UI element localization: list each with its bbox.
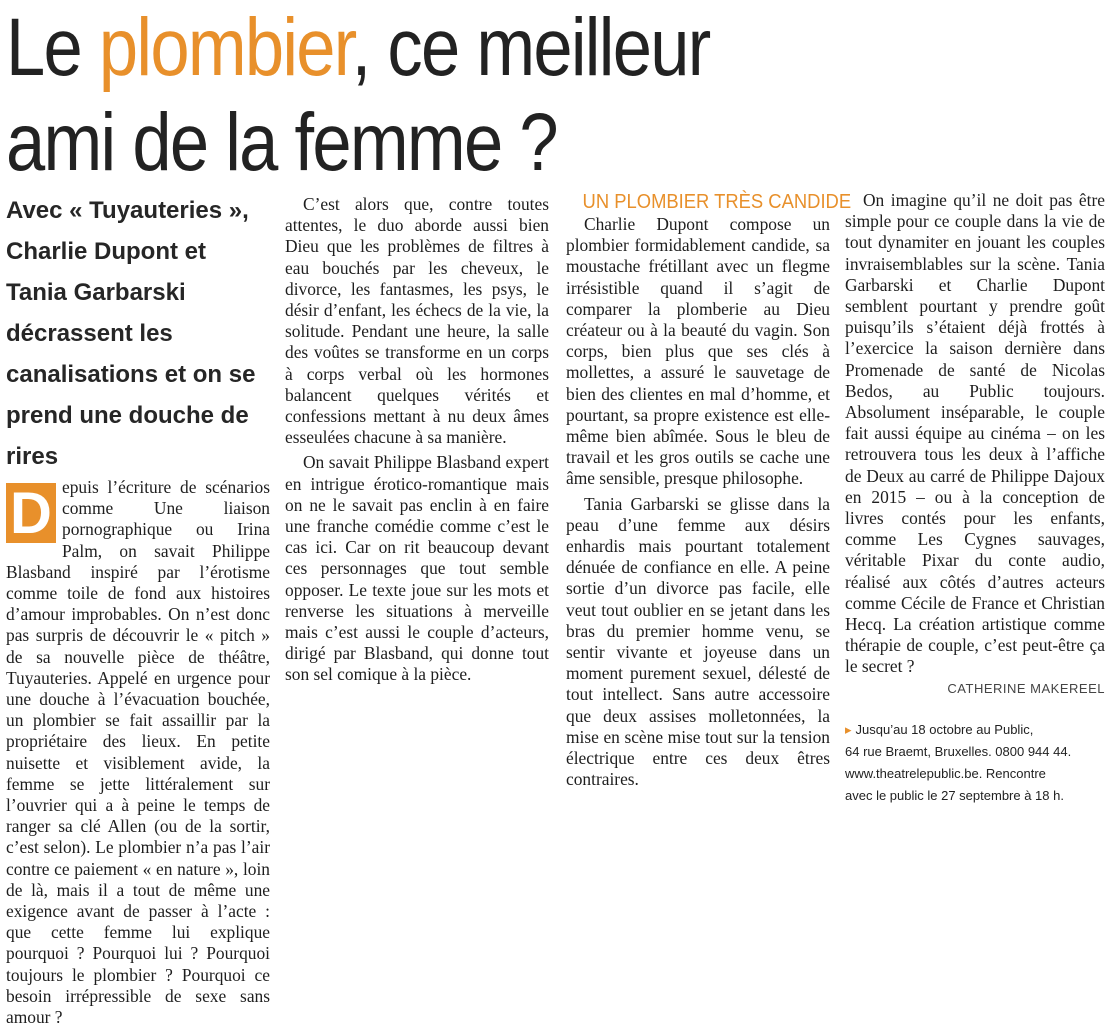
headline xyxy=(6,0,952,190)
paragraph-text: epuis l’écriture de scénarios comme Une liaison pornographique ou Irina Palm, on savait Philippe Blasband inspiré par l’érotisme comme toile de fond aux histoires d’amour improbables. On n’est donc pas surpris de découvrir le « pitch » de sa nouvelle pièce de théâtre, Tuyauteries. Appelé en urgence pour une douche à l’évacuation bouchée, un plombier se fait assaillir par la propriétaire des lieux. En petite nuisette et visiblement avide, la femme se jette littéralement sur l’ouvrier qui a à peine le temps de ranger sa clé Allen (ou de la sortir, c’est selon). Le plombier n’a pas l’air contre ce paiement « en nature », loin de là, mais il a tout de même une exigence avant de passer à l’acte : que cette femme lui explique pourquoi ? Pourquoi lui ? Pourquoi toujours le plombier ? Pourquoi ce besoin irrépressible de sexe sans amour ? xyxy=(6,477,270,1028)
drop-cap: D xyxy=(6,483,56,543)
info-line: 64 rue Braemt, Bruxelles. 0800 944 44. xyxy=(845,743,1072,759)
headline-line-1 xyxy=(6,0,952,95)
headline-text: Le xyxy=(6,2,99,93)
article-paragraph: Charlie Dupont compose un plombier formidablement candide, sa moustache frétillant avec un flegme irrésistible quand il s’agit de comparer la plomberie au Dieu créateur ou à la beauté du vagin. Son corps, bien plus que ses clés à mollettes, a assuré le sauvetage de bien des clientes en mal d’homme, et pourtant, sa propre existence est elle-même bien abîmée. Sous le bleu de travail et les gros outils se cache une âme sensible, presque philosophe. xyxy=(566,214,830,489)
arrow-icon: ▸ xyxy=(845,721,852,737)
column-2 xyxy=(285,190,549,686)
headline-line-2: ami de la femme ? xyxy=(6,97,557,188)
column-4 xyxy=(845,190,1105,807)
info-line: avec le public le 27 septembre à 18 h. xyxy=(845,787,1064,803)
article-paragraph: On savait Philippe Blasband expert en intrigue érotico-romantique mais on ne le savait pas enclin à en faire une franche comédie comme c’est le cas ici. Car on rit beaucoup devant ces personnages que tout semble opposer. Le texte joue sur les mots et renverse les situations à merveille mais c’est aussi le couple d’acteurs, dirigé par Blasband, qui donne tout son sel comique à la pièce. xyxy=(285,452,549,685)
info-text: Jusqu’au 18 octobre au Public, xyxy=(855,721,1034,737)
article-paragraph: On imagine qu’il ne doit pas être simple pour ce couple dans la vie de tout dynamiter en jouant les couples invraisemblables sur la scène. Tania Garbarski et Charlie Dupont semblent pourtant y prendre goût puisqu’ils s’étaient déjà frottés à l’exercice la saison dernière dans Promenade de santé de Nicolas Bedos, au Public toujours. Absolument inséparable, le couple fait aussi équipe au cinéma – on les retrouvera tous les deux à l’affiche de Deux au carré de Philippe Dajoux en 2015 – ou à la conception de livres contés pour les enfants, comme Les Cygnes sauvages, véritable Pixar du conte audio, réalisé aux côtés d’autres acteurs comme Cécile de France et Christian Hecq. La création artistique comme thérapie de couple, c’est peut-être ça le secret ? xyxy=(845,190,1105,677)
article-paragraph: C’est alors que, contre toutes attentes, le duo aborde aussi bien Dieu que les problèmes de filtres à eau bouchés par les cheveux, le divorce, les fantasmes, les psys, le désir d’enfant, les échecs de la vie, la solitude. Pendant une heure, la salle des voûtes se transforme en un corps à corps verbal où les hormones balancent quelques vérités et confessions mettant à nu deux âmes esseulées chacune à sa manière. xyxy=(285,194,549,448)
column-1 xyxy=(6,190,270,1028)
article-paragraph xyxy=(6,477,270,1028)
standfirst: Avec « Tuyauteries », Charlie Dupont et Tania Garbarski décrassent les canalisations et on se prend une douche de rires xyxy=(6,197,256,470)
author-byline: CATHERINE MAKEREEL xyxy=(947,680,1105,696)
headline-highlight: plombier xyxy=(98,2,352,93)
article-paragraph: Tania Garbarski se glisse dans la peau d’une femme aux désirs enhardis mais pourtant totalement dénuée de confiance en elle. A peine sortie d’un divorce pas facile, elle veut tout oublier en se jetant dans les bras du premier homme venu, se sentir vivante et joyeuse dans un moment purement sexuel, délesté de tout intellect. Sans autre accessoire que deux assises molletonnées, la mise en scène mise tout sur la tension électrique entre ces deux êtres contraires. xyxy=(566,493,830,790)
column-3 xyxy=(566,190,852,790)
info-line xyxy=(845,719,1105,741)
headline-text: , ce meilleur xyxy=(351,2,710,93)
info-line: www.theatrelepublic.be. Rencontre xyxy=(845,765,1046,781)
subhead: UN PLOMBIER TRÈS CANDIDE xyxy=(582,191,852,213)
practical-info xyxy=(845,719,1105,807)
